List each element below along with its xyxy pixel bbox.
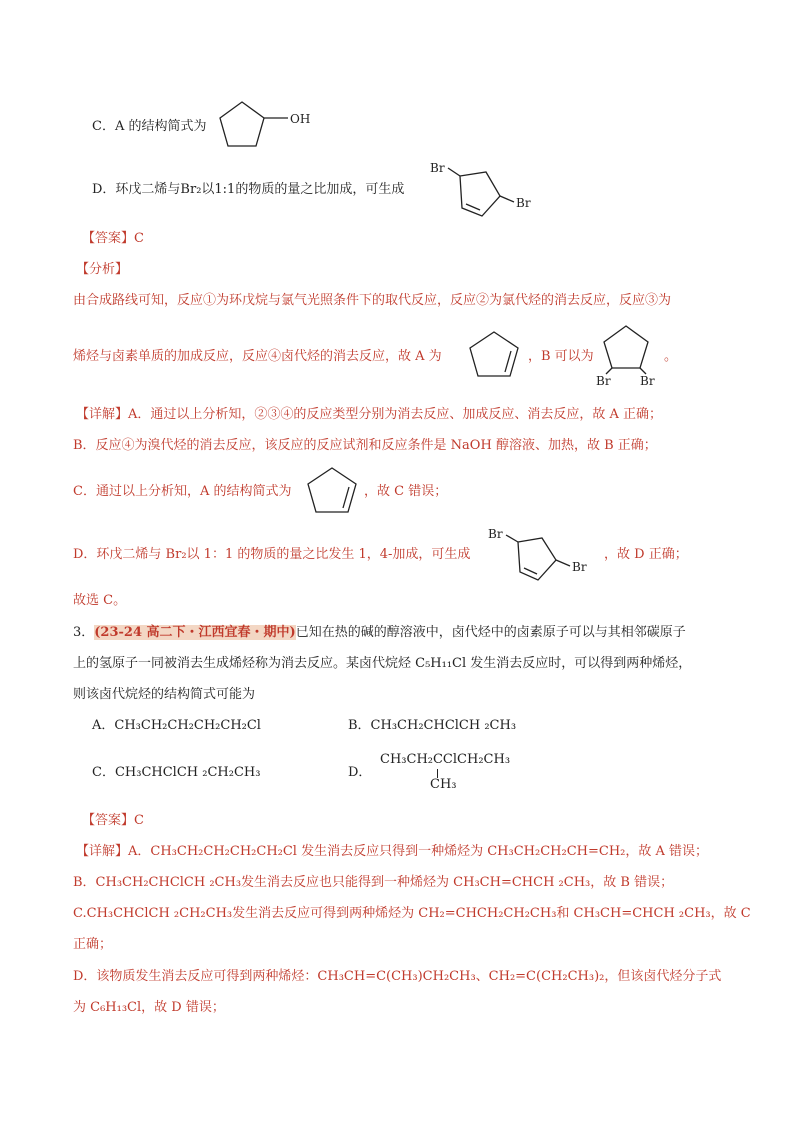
answer-label-1: 【答案】C bbox=[82, 231, 144, 246]
dibromocyclopentene-structure-1 bbox=[428, 158, 548, 224]
detail-line-3: C．通过以上分析知，A 的结构简式为 bbox=[73, 484, 292, 499]
cyclopentanol-structure bbox=[212, 98, 322, 158]
bromine-label: Br bbox=[596, 374, 611, 388]
explain-line-3b: 正确； bbox=[73, 937, 113, 952]
question-text-2: 上的氢原子一同被消去生成烯烃称为消去反应。某卤代烷烃 C₅H₁₁Cl 发生消去反应时，可以得到两种烯烃， bbox=[73, 656, 692, 671]
analysis-line-2c: 。 bbox=[664, 349, 678, 364]
question-3-header bbox=[73, 624, 686, 642]
cyclopentene-structure-2 bbox=[304, 464, 364, 518]
detail-line-3b: ，故 C 错误； bbox=[364, 484, 448, 499]
question-source-tag: (23-24 高二下・江西宜春・期中) bbox=[94, 625, 296, 640]
question-number: 3． bbox=[73, 625, 95, 640]
choice-c: C．CH₃CHClCH ₂CH₂CH₃ bbox=[92, 765, 261, 780]
bromine-label: Br bbox=[516, 196, 531, 210]
choice-a: A．CH₃CH₂CH₂CH₂CH₂Cl bbox=[92, 718, 261, 733]
answer-label-2: 【答案】C bbox=[82, 813, 144, 828]
analysis-title: 【分析】 bbox=[76, 262, 129, 277]
analysis-line-2: 烯烃与卤素单质的加成反应，反应④卤代烃的消去反应，故 A 为 bbox=[73, 349, 442, 364]
explain-line-1: 【详解】A．CH₃CH₂CH₂CH₂CH₂Cl 发生消去反应只得到一种烯烃为 CH₃CH₂CH₂CH=CH₂，故 A 错误； bbox=[76, 844, 709, 859]
question-text-1: 已知在热的碱的醇溶液中，卤代烃中的卤素原子可以与其相邻碳原子 bbox=[295, 625, 686, 640]
choice-b: B．CH₃CH₂CHClCH ₂CH₃ bbox=[348, 718, 517, 733]
detail-line-4: D．环戊二烯与 Br₂以 1：1 的物质的量之比发生 1，4-加成，可生成 bbox=[73, 547, 471, 562]
detail-line-1: 【详解】A．通过以上分析知，②③④的反应类型分别为消去反应、加成反应、消去反应，故 A 正确； bbox=[76, 407, 663, 422]
option-d-text: D．环戊二烯与Br₂以1:1的物质的量之比加成，可生成 bbox=[92, 182, 405, 197]
analysis-line-1: 由合成路线可知，反应①为环戊烷与氯气光照条件下的取代反应，反应②为氯代烃的消去反应，反应③为 bbox=[73, 293, 672, 308]
bromine-label: Br bbox=[488, 527, 503, 541]
explain-line-4: D．该物质发生消去反应可得到两种烯烃：CH₃CH=C(CH₃)CH₂CH₃、CH₂=C(CH₂CH₃)₂，但该卤代烃分子式 bbox=[73, 969, 722, 984]
question-text-3: 则该卤代烷烃的结构简式可能为 bbox=[73, 687, 256, 702]
cyclopentene-structure-1 bbox=[466, 328, 526, 382]
option-c-text: C．A 的结构简式为 bbox=[92, 119, 207, 134]
bromine-label: Br bbox=[572, 560, 587, 574]
hydroxyl-label: OH bbox=[290, 112, 311, 126]
detail-line-2: B．反应④为溴代烃的消去反应，该反应的反应试剂和反应条件是 NaOH 醇溶液、加热，故 B 正确； bbox=[73, 438, 657, 453]
explain-line-3: C.CH₃CHClCH ₂CH₂CH₃发生消去反应可得到两种烯烃为 CH₂=CHCH₂CH₂CH₃和 CH₃CH=CHCH ₂CH₃，故 C bbox=[73, 906, 751, 921]
dibromocyclopentene-structure-2 bbox=[486, 526, 606, 586]
detail-line-4b: ，故 D 正确； bbox=[604, 547, 688, 562]
explain-line-2: B．CH₃CH₂CHClCH ₂CH₃发生消去反应也只能得到一种烯烃为 CH₃CH=CHCH ₂CH₃，故 B 错误； bbox=[73, 875, 674, 890]
bromine-label: Br bbox=[640, 374, 655, 388]
analysis-line-2b: ，B 可以为 bbox=[528, 349, 594, 364]
detail-line-5: 故选 C。 bbox=[73, 593, 127, 608]
choice-d-label: D． bbox=[348, 765, 372, 780]
explain-line-5: 为 C₆H₁₃Cl，故 D 错误； bbox=[73, 1000, 225, 1015]
bromine-label: Br bbox=[430, 161, 445, 175]
choice-d-main-chain: CH₃CH₂CClCH₂CH₃ bbox=[380, 752, 511, 767]
dibromocyclopentane-structure bbox=[594, 322, 674, 390]
choice-d-branch: CH₃ bbox=[430, 777, 457, 792]
